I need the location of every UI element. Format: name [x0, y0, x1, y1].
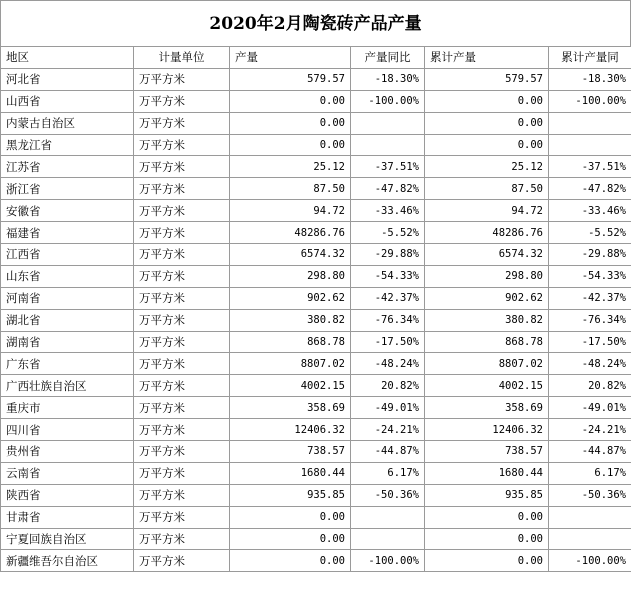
- table-row: [1, 506, 631, 528]
- region-cell: 湖南省: [1, 331, 134, 353]
- cumulative-cell: 8807.02: [425, 353, 549, 375]
- unit-cell: 万平方米: [134, 441, 230, 463]
- output-cell: 0.00: [230, 550, 351, 572]
- cumulative-yoy-cell: -100.00%: [549, 90, 631, 112]
- unit-cell: 万平方米: [134, 462, 230, 484]
- region-cell: 广东省: [1, 353, 134, 375]
- unit-cell: 万平方米: [134, 397, 230, 419]
- table-row: [1, 419, 631, 441]
- cumulative-cell: 25.12: [425, 156, 549, 178]
- output-cell: 6574.32: [230, 244, 351, 266]
- yoy-cell: -47.82%: [351, 178, 425, 200]
- cumulative-cell: 48286.76: [425, 222, 549, 244]
- region-cell: 甘肃省: [1, 506, 134, 528]
- table-row: [1, 178, 631, 200]
- cumulative-cell: 4002.15: [425, 375, 549, 397]
- region-cell: 山西省: [1, 90, 134, 112]
- unit-cell: 万平方米: [134, 419, 230, 441]
- production-table: [0, 46, 631, 572]
- cumulative-cell: 0.00: [425, 112, 549, 134]
- unit-cell: 万平方米: [134, 484, 230, 506]
- table-row: [1, 287, 631, 309]
- cumulative-yoy-cell: -44.87%: [549, 441, 631, 463]
- unit-cell: 万平方米: [134, 528, 230, 550]
- table-row: [1, 375, 631, 397]
- table-row: [1, 244, 631, 266]
- cumulative-cell: 868.78: [425, 331, 549, 353]
- header-yoy: 产量同比: [351, 47, 425, 69]
- table-row: [1, 156, 631, 178]
- cumulative-yoy-cell: -54.33%: [549, 265, 631, 287]
- table-row: [1, 200, 631, 222]
- cumulative-yoy-cell: -42.37%: [549, 287, 631, 309]
- yoy-cell: -5.52%: [351, 222, 425, 244]
- cumulative-cell: 902.62: [425, 287, 549, 309]
- unit-cell: 万平方米: [134, 156, 230, 178]
- region-cell: 山东省: [1, 265, 134, 287]
- yoy-cell: [351, 112, 425, 134]
- table-row: [1, 397, 631, 419]
- cumulative-yoy-cell: 20.82%: [549, 375, 631, 397]
- region-cell: 四川省: [1, 419, 134, 441]
- unit-cell: 万平方米: [134, 353, 230, 375]
- header-output: 产量: [230, 47, 351, 69]
- table-row: [1, 90, 631, 112]
- output-cell: 0.00: [230, 528, 351, 550]
- region-cell: 安徽省: [1, 200, 134, 222]
- cumulative-cell: 380.82: [425, 309, 549, 331]
- table-body: [1, 68, 631, 571]
- table-row: [1, 462, 631, 484]
- yoy-cell: [351, 528, 425, 550]
- yoy-cell: -100.00%: [351, 90, 425, 112]
- cumulative-yoy-cell: [549, 134, 631, 156]
- output-cell: 12406.32: [230, 419, 351, 441]
- cumulative-cell: 738.57: [425, 441, 549, 463]
- cumulative-yoy-cell: [549, 528, 631, 550]
- yoy-cell: [351, 506, 425, 528]
- output-cell: 25.12: [230, 156, 351, 178]
- region-cell: 浙江省: [1, 178, 134, 200]
- table-row: [1, 222, 631, 244]
- output-cell: 935.85: [230, 484, 351, 506]
- cumulative-yoy-cell: -18.30%: [549, 68, 631, 90]
- table-row: [1, 265, 631, 287]
- cumulative-cell: 298.80: [425, 265, 549, 287]
- yoy-cell: -18.30%: [351, 68, 425, 90]
- output-cell: 380.82: [230, 309, 351, 331]
- region-cell: 广西壮族自治区: [1, 375, 134, 397]
- table-row: [1, 528, 631, 550]
- yoy-cell: -100.00%: [351, 550, 425, 572]
- cumulative-yoy-cell: -24.21%: [549, 419, 631, 441]
- yoy-cell: -24.21%: [351, 419, 425, 441]
- unit-cell: 万平方米: [134, 265, 230, 287]
- cumulative-yoy-cell: -17.50%: [549, 331, 631, 353]
- region-cell: 黑龙江省: [1, 134, 134, 156]
- unit-cell: 万平方米: [134, 550, 230, 572]
- cumulative-cell: 0.00: [425, 550, 549, 572]
- region-cell: 河南省: [1, 287, 134, 309]
- yoy-cell: -42.37%: [351, 287, 425, 309]
- table-row: [1, 68, 631, 90]
- cumulative-cell: 0.00: [425, 506, 549, 528]
- cumulative-cell: 0.00: [425, 528, 549, 550]
- cumulative-yoy-cell: -5.52%: [549, 222, 631, 244]
- unit-cell: 万平方米: [134, 134, 230, 156]
- yoy-cell: 6.17%: [351, 462, 425, 484]
- output-cell: 902.62: [230, 287, 351, 309]
- yoy-cell: -54.33%: [351, 265, 425, 287]
- table-title: 2020年2月陶瓷砖产品产量: [0, 0, 631, 46]
- header-region: 地区: [1, 47, 134, 69]
- unit-cell: 万平方米: [134, 309, 230, 331]
- cumulative-cell: 935.85: [425, 484, 549, 506]
- unit-cell: 万平方米: [134, 178, 230, 200]
- cumulative-yoy-cell: -76.34%: [549, 309, 631, 331]
- unit-cell: 万平方米: [134, 244, 230, 266]
- table-row: [1, 484, 631, 506]
- cumulative-yoy-cell: -29.88%: [549, 244, 631, 266]
- header-cumulative-yoy: 累计产量同: [549, 47, 631, 69]
- output-cell: 358.69: [230, 397, 351, 419]
- cumulative-cell: 12406.32: [425, 419, 549, 441]
- table-row: [1, 441, 631, 463]
- output-cell: 579.57: [230, 68, 351, 90]
- cumulative-yoy-cell: -48.24%: [549, 353, 631, 375]
- table-row: [1, 331, 631, 353]
- yoy-cell: -44.87%: [351, 441, 425, 463]
- region-cell: 内蒙古自治区: [1, 112, 134, 134]
- region-cell: 宁夏回族自治区: [1, 528, 134, 550]
- table-row: [1, 134, 631, 156]
- yoy-cell: -33.46%: [351, 200, 425, 222]
- output-cell: 0.00: [230, 112, 351, 134]
- header-row: [1, 47, 631, 69]
- region-cell: 陕西省: [1, 484, 134, 506]
- unit-cell: 万平方米: [134, 287, 230, 309]
- table-row: [1, 112, 631, 134]
- cumulative-yoy-cell: -50.36%: [549, 484, 631, 506]
- output-cell: 48286.76: [230, 222, 351, 244]
- output-cell: 868.78: [230, 331, 351, 353]
- cumulative-yoy-cell: -37.51%: [549, 156, 631, 178]
- unit-cell: 万平方米: [134, 200, 230, 222]
- yoy-cell: -37.51%: [351, 156, 425, 178]
- cumulative-cell: 0.00: [425, 134, 549, 156]
- unit-cell: 万平方米: [134, 90, 230, 112]
- unit-cell: 万平方米: [134, 506, 230, 528]
- cumulative-yoy-cell: -47.82%: [549, 178, 631, 200]
- table-row: [1, 550, 631, 572]
- header-unit: 计量单位: [134, 47, 230, 69]
- output-cell: 0.00: [230, 90, 351, 112]
- output-cell: 94.72: [230, 200, 351, 222]
- region-cell: 福建省: [1, 222, 134, 244]
- cumulative-cell: 6574.32: [425, 244, 549, 266]
- cumulative-yoy-cell: -49.01%: [549, 397, 631, 419]
- output-cell: 1680.44: [230, 462, 351, 484]
- region-cell: 河北省: [1, 68, 134, 90]
- output-cell: 8807.02: [230, 353, 351, 375]
- cumulative-yoy-cell: 6.17%: [549, 462, 631, 484]
- unit-cell: 万平方米: [134, 331, 230, 353]
- region-cell: 云南省: [1, 462, 134, 484]
- cumulative-yoy-cell: -100.00%: [549, 550, 631, 572]
- table-row: [1, 353, 631, 375]
- cumulative-cell: 94.72: [425, 200, 549, 222]
- cumulative-cell: 87.50: [425, 178, 549, 200]
- cumulative-cell: 358.69: [425, 397, 549, 419]
- yoy-cell: [351, 134, 425, 156]
- output-cell: 738.57: [230, 441, 351, 463]
- header-cumulative: 累计产量: [425, 47, 549, 69]
- region-cell: 湖北省: [1, 309, 134, 331]
- output-cell: 4002.15: [230, 375, 351, 397]
- yoy-cell: -76.34%: [351, 309, 425, 331]
- yoy-cell: 20.82%: [351, 375, 425, 397]
- cumulative-yoy-cell: -33.46%: [549, 200, 631, 222]
- region-cell: 重庆市: [1, 397, 134, 419]
- yoy-cell: -48.24%: [351, 353, 425, 375]
- unit-cell: 万平方米: [134, 112, 230, 134]
- output-cell: 87.50: [230, 178, 351, 200]
- cumulative-yoy-cell: [549, 506, 631, 528]
- yoy-cell: -49.01%: [351, 397, 425, 419]
- output-cell: 298.80: [230, 265, 351, 287]
- region-cell: 江苏省: [1, 156, 134, 178]
- cumulative-yoy-cell: [549, 112, 631, 134]
- table-row: [1, 309, 631, 331]
- region-cell: 江西省: [1, 244, 134, 266]
- output-cell: 0.00: [230, 134, 351, 156]
- yoy-cell: -29.88%: [351, 244, 425, 266]
- cumulative-cell: 0.00: [425, 90, 549, 112]
- unit-cell: 万平方米: [134, 68, 230, 90]
- output-cell: 0.00: [230, 506, 351, 528]
- region-cell: 贵州省: [1, 441, 134, 463]
- cumulative-cell: 579.57: [425, 68, 549, 90]
- region-cell: 新疆维吾尔自治区: [1, 550, 134, 572]
- cumulative-cell: 1680.44: [425, 462, 549, 484]
- yoy-cell: -17.50%: [351, 331, 425, 353]
- unit-cell: 万平方米: [134, 375, 230, 397]
- yoy-cell: -50.36%: [351, 484, 425, 506]
- unit-cell: 万平方米: [134, 222, 230, 244]
